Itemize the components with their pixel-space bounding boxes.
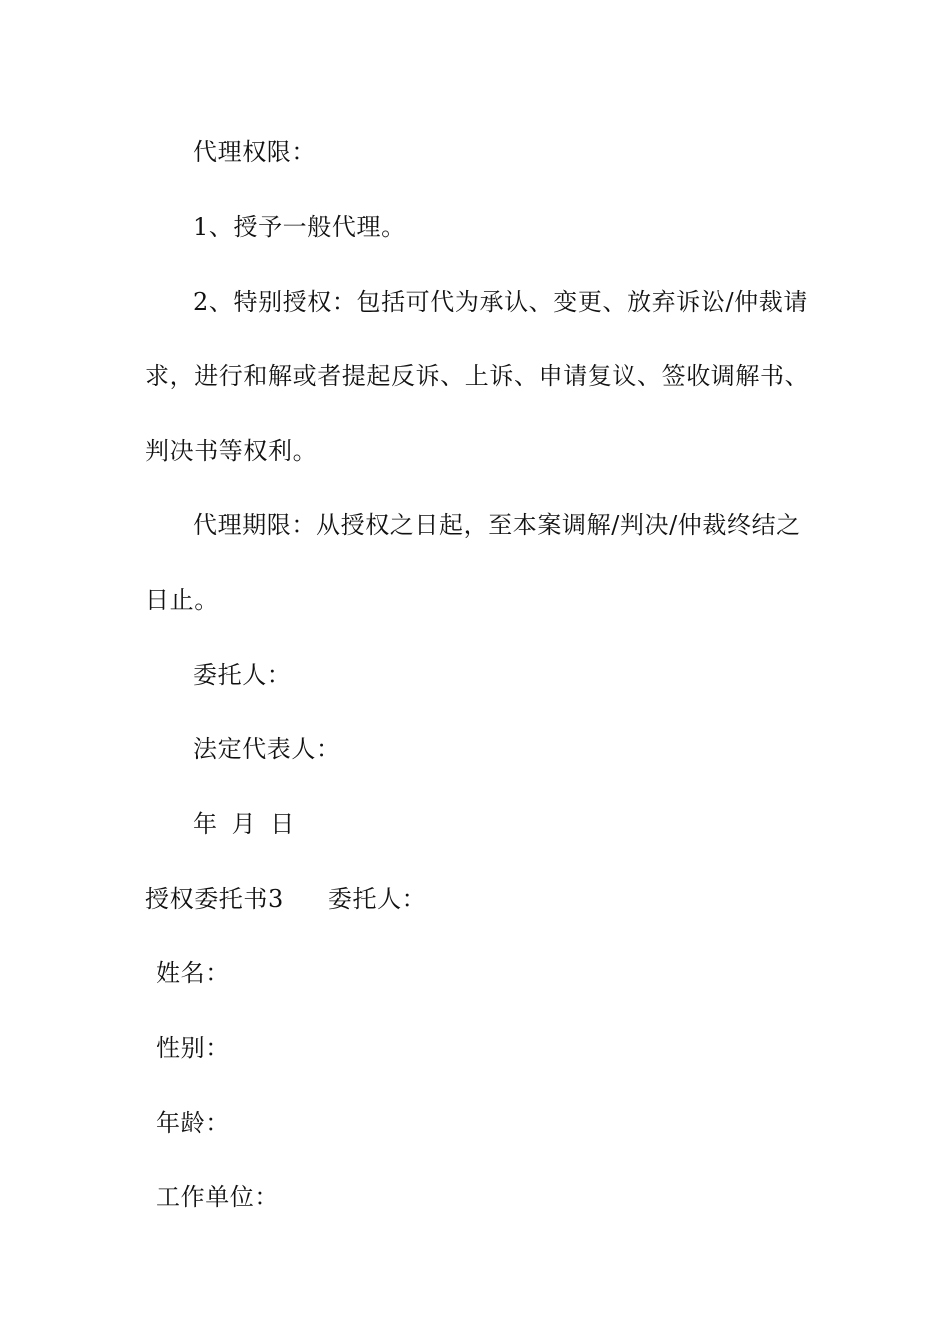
field-gender: 性别： — [156, 1034, 230, 1062]
agency-period-line-1: 代理期限：从授权之日起，至本案调解/判决/仲裁终结之 — [193, 511, 801, 539]
item-special-authorization-line-3: 判决书等权利。 — [145, 437, 318, 465]
field-work-unit: 工作单位： — [156, 1183, 279, 1211]
field-age: 年龄： — [156, 1109, 230, 1137]
field-name: 姓名： — [156, 959, 230, 987]
next-section-title: 授权委托书3 — [145, 885, 284, 913]
next-principal-label: 委托人： — [327, 885, 427, 913]
date-month: 月 — [231, 810, 257, 838]
date-day: 日 — [270, 810, 295, 838]
legal-representative-label: 法定代表人： — [193, 735, 341, 763]
item-special-authorization-line-2: 求，进行和解或者提起反诉、上诉、申请复议、签收调解书、 — [145, 362, 810, 390]
date-line — [193, 809, 309, 839]
agency-scope-heading: 代理权限： — [193, 138, 316, 166]
agency-period-line-2: 日止。 — [145, 586, 219, 614]
item-general-agency: 1、授予一般代理。 — [193, 213, 406, 241]
principal-label: 委托人： — [193, 661, 292, 689]
next-section-heading-line — [145, 884, 426, 914]
date-year: 年 — [193, 810, 218, 838]
item-special-authorization-line-1: 2、特别授权：包括可代为承认、变更、放弃诉讼/仲裁请 — [193, 288, 808, 316]
